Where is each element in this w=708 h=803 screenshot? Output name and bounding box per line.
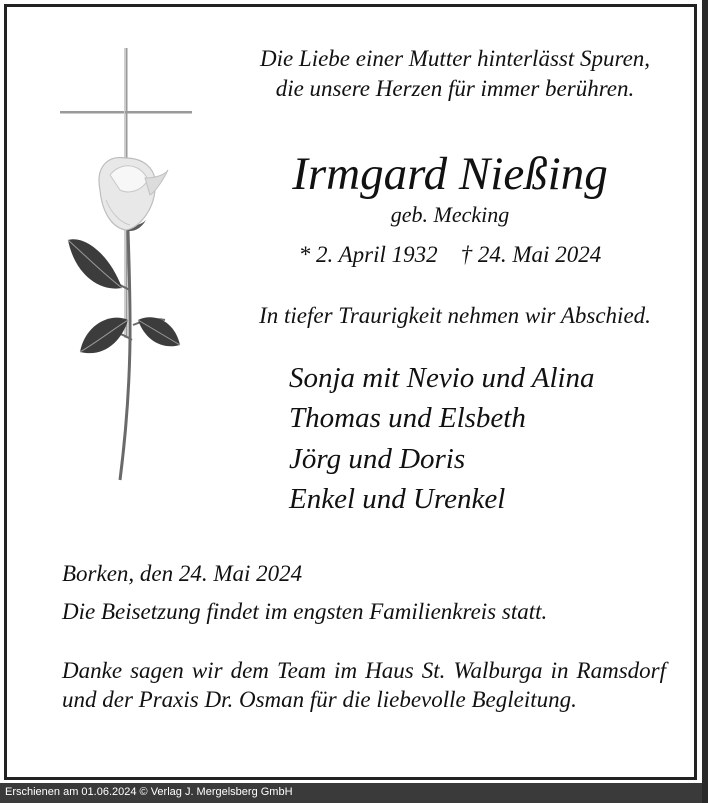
rose-icon — [68, 157, 180, 480]
mourner-line: Enkel und Urenkel — [289, 483, 506, 515]
deceased-name: Irmgard Nießing — [292, 148, 608, 200]
thanks-text: Danke sagen wir dem Team im Haus St. Walburga in Ramsdorf und der Praxis Dr. Osman für die liebevolle Begleitung. — [62, 658, 666, 712]
footer-bar — [0, 783, 702, 803]
motto-line-1: Die Liebe einer Mutter hinterlässt Spuren, — [259, 46, 651, 71]
mourner-line: Sonja mit Nevio und Alina — [289, 362, 595, 394]
rose-cross-illustration — [50, 40, 210, 500]
place-date: Borken, den 24. Mai 2024 — [62, 561, 303, 586]
page-edge — [702, 0, 708, 803]
mourner-line: Thomas und Elsbeth — [289, 402, 526, 434]
motto-line-2: die unsere Herzen für immer berühren. — [275, 76, 635, 101]
farewell-text: In tiefer Traurigkeit nehmen wir Abschied. — [259, 303, 651, 328]
publication-info: Erschienen am 01.06.2024 © Verlag J. Mergelsberg GmbH — [5, 786, 293, 798]
maiden-name: geb. Mecking — [390, 202, 510, 227]
mourner-line: Jörg und Doris — [289, 443, 466, 475]
life-dates: * 2. April 1932 † 24. Mai 2024 — [298, 242, 602, 267]
funeral-note: Die Beisetzung findet im engsten Familienkreis statt. — [62, 599, 548, 624]
